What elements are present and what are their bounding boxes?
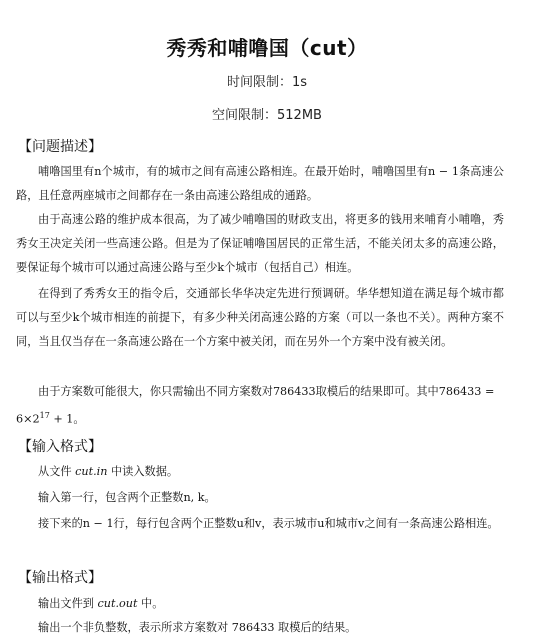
output-filename: cut.out	[97, 597, 138, 610]
output-line-1	[38, 592, 163, 616]
description-paragraph-3: 在得到了秀秀女王的指令后，交通部长华华决定先进行预调研。华华想知道在满足每个城市都可以与至少k个城市相连的前提下，有多少种关闭高速公路的方案（可以一条也不关）。两种方案不同，当且仅当存在一条高速公路在一个方案中被关闭，而在另外一个方案中没有被关闭。	[16, 287, 504, 348]
time-limit: 时间限制：1s	[226, 75, 308, 90]
input-heading: 【输入格式】	[18, 439, 102, 455]
output-line-2: 输出一个非负整数，表示所求方案数对 786433 取模后的结果。	[38, 621, 357, 634]
output-heading: 【输出格式】	[18, 570, 102, 586]
output-line-1-suffix: 中。	[137, 597, 164, 610]
description-heading: 【问题描述】	[18, 139, 102, 155]
memory-limit: 空间限制：512MB	[212, 108, 322, 123]
formula-base: 6×2	[16, 412, 40, 426]
description-paragraph-2: 由于高速公路的维护成本很高，为了减少哺噜国的财政支出，将更多的钱用来哺育小哺噜，秀秀女王决定关闭一些高速公路。但是为了保证哺噜国居民的正常生活，不能关闭太多的高速公路，要保证每个城市可以通过高速公路与至少k个城市（包括自己）相连。	[16, 213, 504, 274]
input-line-2: 输入第一行，包含两个正整数n, k。	[38, 491, 216, 504]
output-line-1-prefix: 输出文件到	[38, 597, 98, 610]
description-paragraph-4-line-2	[16, 404, 85, 432]
description-paragraph-1: 哺噜国里有n个城市，有的城市之间有高速公路相连。在最开始时，哺噜国里有n − 1条高速公路，且任意两座城市之间都存在一条由高速公路组成的通路。	[16, 165, 504, 202]
formula-exponent: 17	[39, 411, 50, 420]
input-filename: cut.in	[75, 465, 108, 478]
input-line-1	[38, 460, 178, 484]
input-line-3: 接下来的n − 1行，每行包含两个正整数u和v，表示城市u和城市v之间有一条高速公路相连。	[38, 517, 499, 530]
input-line-1-prefix: 从文件	[38, 465, 76, 478]
problem-title: 秀秀和哺噜国（cut）	[166, 36, 368, 60]
description-paragraph-4-line-1: 由于方案数可能很大，你只需输出不同方案数对786433取模后的结果即可。其中786433 =	[38, 385, 495, 398]
formula-tail: + 1。	[49, 412, 85, 426]
input-line-1-suffix: 中读入数据。	[107, 465, 179, 478]
